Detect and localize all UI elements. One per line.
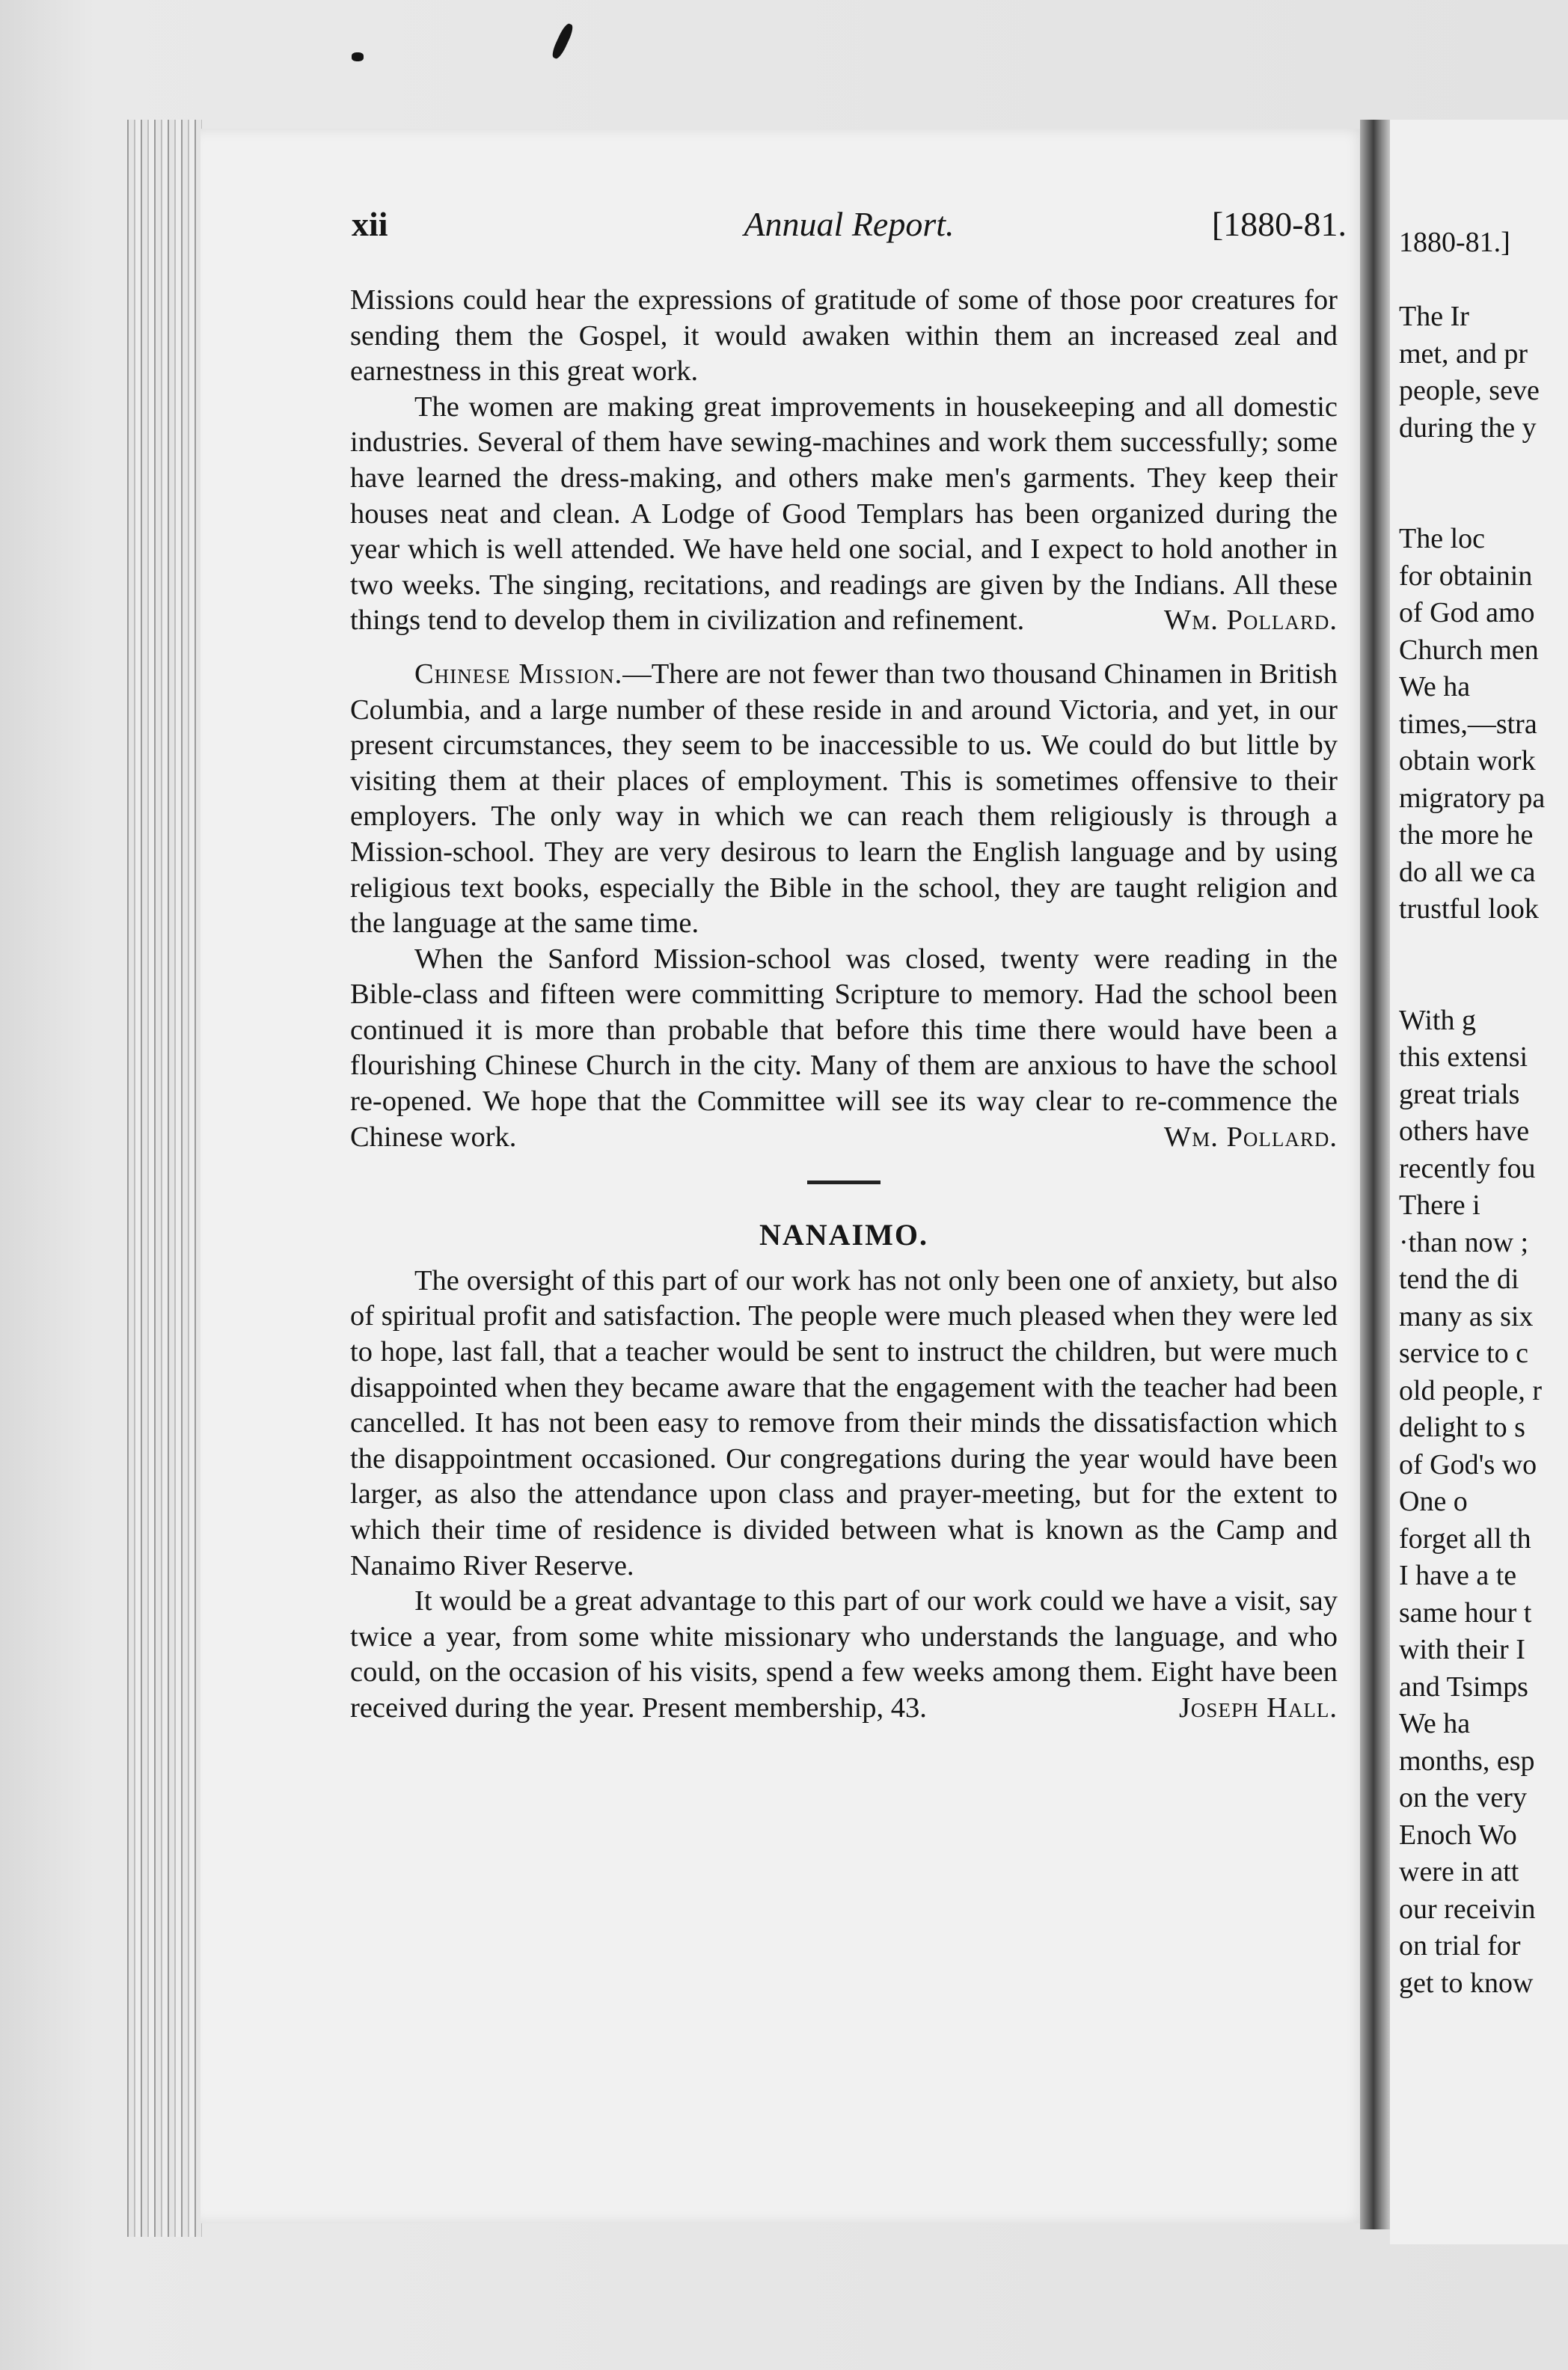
- right-line: do all we ca: [1399, 856, 1536, 888]
- right-line: migratory pa: [1399, 782, 1546, 814]
- right-line: I have a te: [1399, 1560, 1517, 1591]
- right-line: One o: [1399, 1486, 1468, 1517]
- paragraph: [350, 942, 1338, 1156]
- right-line: many as six: [1399, 1300, 1534, 1332]
- right-line: old people, r: [1399, 1374, 1543, 1406]
- right-line: people, seve: [1399, 375, 1540, 406]
- section-label: Chinese Mission.: [414, 658, 623, 690]
- right-line: same hour t: [1399, 1596, 1532, 1629]
- paragraph-text: The women are making great improvements in housekeeping and all domestic industries. Several of them have sewing-machines and work them successfully; some have learned the dress-making, and others make men's garments. They keep their houses neat and clean. A Lodge of Good Templars has been organized during the year which is well attended. We have held one social, and I expect to hold another in two weeks. The singing, recitations, and readings are given by the Indians. All these things tend to develop them in civilization and refinement.: [350, 391, 1338, 637]
- right-line: [1399, 447, 1568, 484]
- signature: Joseph Hall.: [1178, 1691, 1338, 1724]
- section-heading: NANAIMO.: [759, 1218, 928, 1252]
- paragraph: The oversight of this part of our work has not only been one of anxiety, but also of spiritual profit and satisfaction. The people were much pleased when they were led to hope, last fall, that a teacher would be sent to instruct the children, but were much disappointed when they became aware that the engagement with the teacher had been cancelled. It has not been easy to remove from their minds the dissatisfaction which the disappointment occasioned. Our congregations during the year would have been larger, as also the attendance upon class and prayer-meeting, but for the extent to which their time of residence is divided between what is known as the Camp and Nanaimo River Reserve.: [350, 1264, 1338, 1581]
- right-line: our receivin: [1399, 1893, 1536, 1925]
- ink-mark: [352, 52, 364, 61]
- right-line: of God's wo: [1399, 1448, 1537, 1481]
- right-page-header: 1880-81.]: [1399, 227, 1510, 258]
- right-line: delight to s: [1399, 1412, 1525, 1443]
- right-line: [1399, 928, 1568, 966]
- page-number: xii: [352, 205, 388, 243]
- paragraph-text: When the Sanford Mission-school was closed, twenty were reading in the Bible-class and fifteen were committing Scripture to memory. Had the school been continued it is more than probable that before this time there would have been a flourishing Chinese Church in the city. Many of them are anxious to have the school re-opened. We hope that the Committee will see its way clear to re-commence the Chinese work.: [350, 943, 1338, 1153]
- section-divider: [807, 1181, 881, 1184]
- right-line: With g: [1399, 1004, 1476, 1036]
- right-line: obtain work: [1399, 745, 1536, 777]
- right-line: recently fou: [1399, 1152, 1536, 1184]
- right-line: the more he: [1399, 819, 1534, 851]
- right-line: [1399, 484, 1568, 521]
- page-edges: [127, 120, 202, 2237]
- right-line: [1399, 262, 1568, 299]
- right-line: [1399, 965, 1568, 1002]
- signature: Wm. Pollard.: [1163, 604, 1338, 637]
- right-line: great trials: [1399, 1078, 1520, 1110]
- right-line: others have: [1399, 1115, 1530, 1147]
- right-line: were in att: [1399, 1856, 1519, 1887]
- right-line: Enoch Wo: [1399, 1819, 1517, 1851]
- right-line: times,—stra: [1399, 708, 1537, 740]
- right-line: during the y: [1399, 411, 1537, 444]
- right-page-text: [1399, 224, 1568, 2002]
- right-line: There i: [1399, 1189, 1480, 1221]
- right-line: on the very: [1399, 1782, 1527, 1813]
- paragraph: [350, 657, 1338, 942]
- book-gutter: [1360, 120, 1390, 2229]
- right-line: The loc: [1399, 523, 1486, 554]
- right-line: We ha: [1399, 671, 1471, 702]
- right-line: get to know: [1399, 1967, 1534, 1999]
- paragraph: Missions could hear the expressions of gratitude of some of those poor creatures for sending them the Gospel, it would awaken within them an increased zeal and earnestness in this great work.: [350, 284, 1338, 388]
- running-title: Annual Report.: [744, 205, 955, 243]
- paragraph: [350, 1584, 1338, 1726]
- paragraph-text: It would be a great advantage to this part of our work could we have a visit, say twice a year, from some white missionary who understands the language, and who could, on the occasion of his visits, spend a few weeks among them. Eight have been received during the year. Present membership, 43.: [350, 1585, 1338, 1724]
- right-line: The Ir: [1399, 301, 1469, 332]
- right-line: and Tsimps: [1399, 1671, 1528, 1703]
- signature: Wm. Pollard.: [1163, 1121, 1338, 1153]
- page-header: [352, 204, 1347, 249]
- right-line: Church men: [1399, 634, 1539, 666]
- right-line: tend the di: [1399, 1264, 1519, 1295]
- right-line: ·than now ;: [1399, 1226, 1529, 1258]
- right-line: months, esp: [1399, 1745, 1535, 1777]
- right-line: of God amo: [1399, 597, 1535, 628]
- right-line: for obtainin: [1399, 560, 1533, 592]
- right-line: We ha: [1399, 1708, 1471, 1739]
- header-year: [1880-81.: [1211, 205, 1347, 243]
- right-line: this extensi: [1399, 1041, 1528, 1073]
- main-text: [350, 283, 1338, 1727]
- right-line: service to c: [1399, 1338, 1529, 1369]
- right-line: forget all th: [1399, 1522, 1531, 1555]
- right-line: met, and pr: [1399, 337, 1528, 370]
- right-line: with their I: [1399, 1634, 1525, 1665]
- paragraph-text: —There are not fewer than two thousand Chinamen in British Columbia, and a large number of these reside in and around Victoria, and yet, in our present circumstances, they seem to be inaccessible to us. We could do but little by visiting them at their places of employment. This is sometimes offensive to their employers. The only way in which we can reach them religiously is through a Mission-school. They are very desirous to learn the English language and by using religious text books, especially the Bible in the school, they are taught religion and the language at the same time.: [350, 658, 1338, 940]
- right-line: on trial for: [1399, 1930, 1521, 1962]
- right-line: trustful look: [1399, 893, 1539, 925]
- paragraph: [350, 390, 1338, 639]
